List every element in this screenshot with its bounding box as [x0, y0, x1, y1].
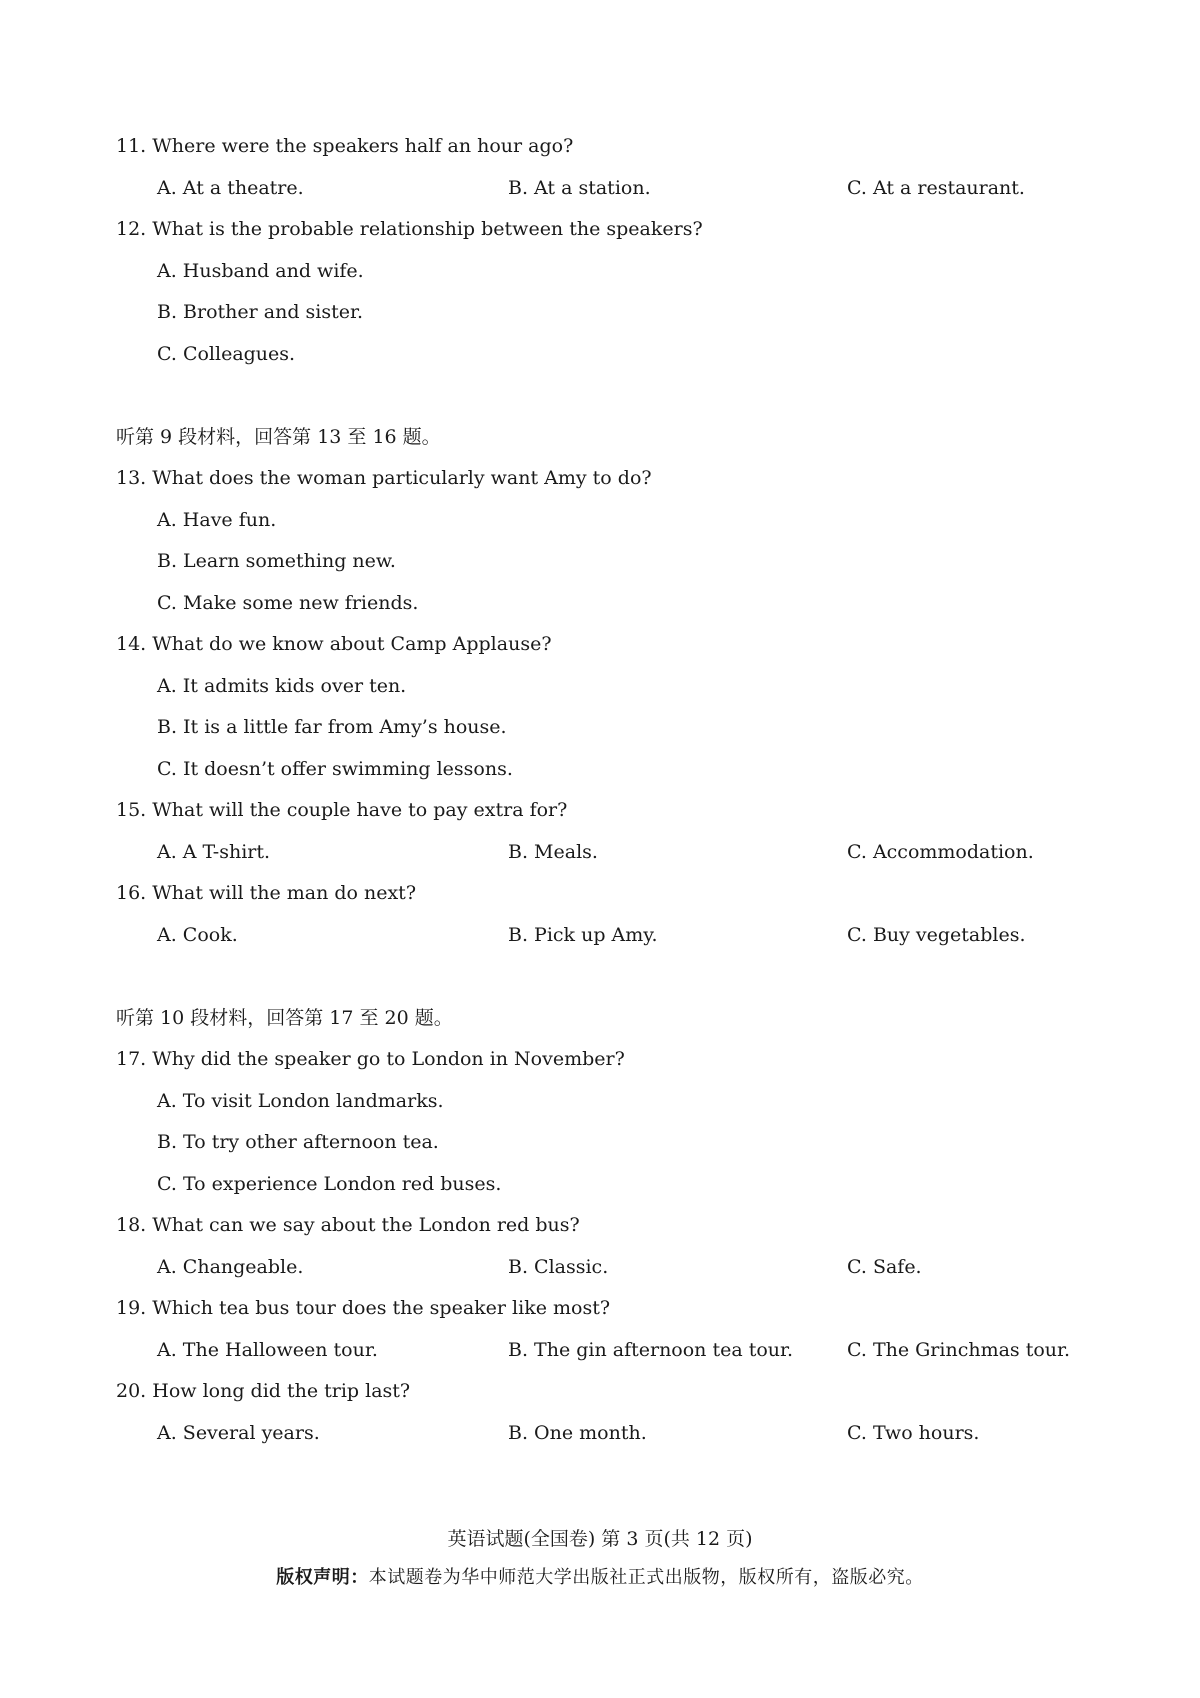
- question-19: [116, 1296, 610, 1320]
- option-c: C. Two hours.: [847, 1422, 980, 1444]
- option-c: C. At a restaurant.: [847, 177, 1025, 199]
- option-c: C. It doesn’t offer swimming lessons.: [157, 758, 513, 780]
- question-number: 19.: [116, 1297, 147, 1319]
- question-text: What can we say about the London red bus?: [152, 1214, 580, 1236]
- option-a: A. A T-shirt.: [157, 841, 271, 863]
- option-b: B. Classic.: [508, 1256, 609, 1278]
- option-a: A. To visit London landmarks.: [157, 1090, 444, 1112]
- section-heading-10: 听第 10 段材料，回答第 17 至 20 题。: [116, 1007, 453, 1029]
- question-text: What will the man do next?: [152, 882, 417, 904]
- question-11: [116, 134, 573, 158]
- option-c: C. Make some new friends.: [157, 592, 419, 614]
- question-text: What will the couple have to pay extra for?: [152, 799, 568, 821]
- question-18: [116, 1213, 580, 1237]
- option-b: B. At a station.: [508, 177, 651, 199]
- question-text: Which tea bus tour does the speaker like most?: [152, 1297, 611, 1319]
- option-b: B. One month.: [508, 1422, 647, 1444]
- option-a: A. Cook.: [157, 924, 238, 946]
- option-b: B. Learn something new.: [157, 550, 396, 572]
- option-a: A. Have fun.: [157, 509, 277, 531]
- question-15: [116, 798, 567, 822]
- question-text: What does the woman particularly want Amy to do?: [152, 467, 652, 489]
- option-b: B. Meals.: [508, 841, 598, 863]
- option-a: A. It admits kids over ten.: [157, 675, 407, 697]
- question-17: [116, 1047, 625, 1071]
- question-text: Why did the speaker go to London in November?: [152, 1048, 625, 1070]
- option-c: C. To experience London red buses.: [157, 1173, 502, 1195]
- copyright-notice: [0, 1566, 1200, 1590]
- question-12: [116, 217, 703, 241]
- option-b: B. To try other afternoon tea.: [157, 1131, 439, 1153]
- question-number: 20.: [116, 1380, 147, 1402]
- option-b: B. It is a little far from Amy’s house.: [157, 716, 507, 738]
- question-number: 17.: [116, 1048, 147, 1070]
- question-number: 16.: [116, 882, 147, 904]
- question-16: [116, 881, 416, 905]
- question-number: 13.: [116, 467, 147, 489]
- question-number: 15.: [116, 799, 147, 821]
- option-a: A. Husband and wife.: [157, 260, 364, 282]
- question-text: What do we know about Camp Applause?: [152, 633, 552, 655]
- option-a: A. At a theatre.: [157, 177, 304, 199]
- option-b: B. Brother and sister.: [157, 301, 364, 323]
- question-number: 12.: [116, 218, 147, 240]
- question-number: 11.: [116, 135, 147, 157]
- option-c: C. Safe.: [847, 1256, 922, 1278]
- section-heading-9: 听第 9 段材料，回答第 13 至 16 题。: [116, 426, 441, 448]
- question-text: Where were the speakers half an hour ago?: [152, 135, 574, 157]
- question-text: How long did the trip last?: [152, 1380, 411, 1402]
- option-c: C. Accommodation.: [847, 841, 1034, 863]
- option-a: A. Several years.: [157, 1422, 320, 1444]
- option-b: B. The gin afternoon tea tour.: [508, 1339, 794, 1361]
- option-c: C. The Grinchmas tour.: [847, 1339, 1071, 1361]
- option-c: C. Colleagues.: [157, 343, 296, 365]
- question-14: [116, 632, 552, 656]
- page-footer-title: 英语试题(全国卷) 第 3 页(共 12 页): [447, 1528, 753, 1550]
- question-13: [116, 466, 652, 490]
- option-c: C. Buy vegetables.: [847, 924, 1026, 946]
- question-text: What is the probable relationship between the speakers?: [152, 218, 703, 240]
- option-a: A. The Halloween tour.: [157, 1339, 378, 1361]
- question-number: 18.: [116, 1214, 147, 1236]
- question-number: 14.: [116, 633, 147, 655]
- copyright-text: 本试题卷为华中师范大学出版社正式出版物，版权所有，盗版必究。: [368, 1567, 924, 1588]
- option-a: A. Changeable.: [157, 1256, 304, 1278]
- question-20: [116, 1379, 410, 1403]
- option-b: B. Pick up Amy.: [508, 924, 658, 946]
- copyright-label: 版权声明：: [276, 1567, 369, 1588]
